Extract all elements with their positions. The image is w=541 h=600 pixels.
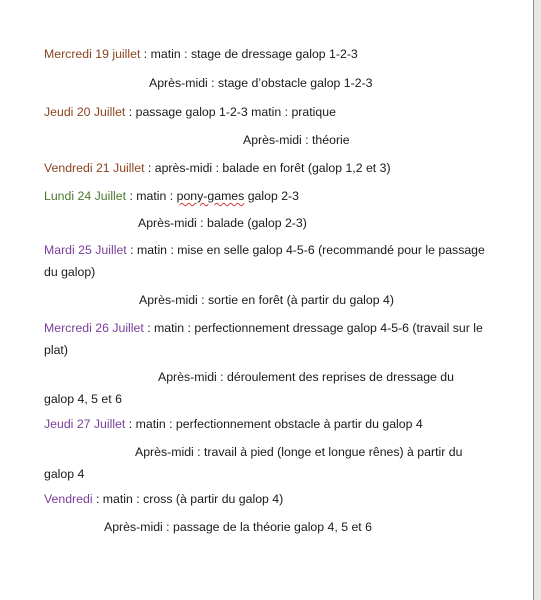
entry-text: : matin : perfectionnement obstacle à partir du galop 4 — [125, 417, 423, 431]
entry-text: Après-midi : passage de la théorie galop 4, 5 et 6 — [104, 520, 372, 534]
entry-lundi-24-afternoon — [138, 215, 307, 231]
entry-mercredi-26-afternoon-cont — [44, 391, 122, 407]
entry-vendredi-21 — [44, 160, 391, 176]
entry-text: Après-midi : sortie en forêt (à partir du galop 4) — [139, 293, 394, 307]
entry-text: : matin : — [126, 189, 177, 203]
day-label: Jeudi 27 Juillet — [44, 417, 126, 431]
entry-lundi-24 — [44, 188, 299, 204]
entry-text: Après-midi : déroulement des reprises de dressage du — [158, 370, 454, 384]
day-label: Jeudi 20 Juillet — [44, 105, 126, 119]
day-label: Vendredi — [44, 492, 93, 506]
page-edge-shadow — [534, 0, 541, 600]
entry-text: Après-midi : balade (galop 2-3) — [138, 216, 307, 230]
entry-vendredi-afternoon — [104, 519, 372, 535]
entry-text: : matin : stage de dressage galop 1-2-3 — [140, 47, 358, 61]
day-label: Lundi 24 Juillet — [44, 189, 127, 203]
entry-text: : matin : mise en selle galop 4-5-6 (recommandé pour le passage du galop) — [44, 243, 485, 279]
entry-text-end: galop 2-3 — [244, 189, 299, 203]
entry-mercredi-19-afternoon — [149, 75, 373, 91]
day-label: Mercredi 26 Juillet — [44, 321, 144, 335]
entry-mercredi-26 — [44, 317, 504, 361]
entry-jeudi-27-afternoon — [135, 444, 462, 460]
entry-mercredi-26-afternoon — [158, 369, 454, 385]
entry-jeudi-20-afternoon — [243, 132, 350, 148]
entry-jeudi-20 — [44, 104, 336, 120]
day-label: Mardi 25 Juillet — [44, 243, 127, 257]
entry-text: Après-midi : théorie — [243, 133, 350, 147]
entry-text: galop 4 — [44, 467, 85, 481]
entry-text: : après-midi : balade en forêt (galop 1,2 et 3) — [144, 161, 391, 175]
entry-jeudi-27-afternoon-cont — [44, 466, 84, 482]
entry-text: galop 4, 5 et 6 — [44, 392, 122, 406]
spellcheck-word: pony-games — [176, 189, 245, 203]
entry-text: Après-midi : stage d’obstacle galop 1-2-3 — [149, 76, 373, 90]
entry-mardi-25-afternoon — [139, 292, 394, 308]
entry-jeudi-27 — [44, 416, 423, 432]
entry-text: : matin : cross (à partir du galop 4) — [92, 492, 284, 506]
entry-mardi-25 — [44, 239, 494, 283]
entry-mercredi-19 — [44, 46, 358, 62]
entry-text: : matin : perfectionnement dressage galop 4-5-6 (travail sur le plat) — [44, 321, 483, 357]
entry-text: Après-midi : travail à pied (longe et longue rênes) à partir du — [135, 445, 463, 459]
day-label: Mercredi 19 juillet — [44, 47, 141, 61]
entry-text: : passage galop 1-2-3 matin : pratique — [125, 105, 336, 119]
entry-vendredi — [44, 491, 283, 507]
day-label: Vendredi 21 Juillet — [44, 161, 145, 175]
